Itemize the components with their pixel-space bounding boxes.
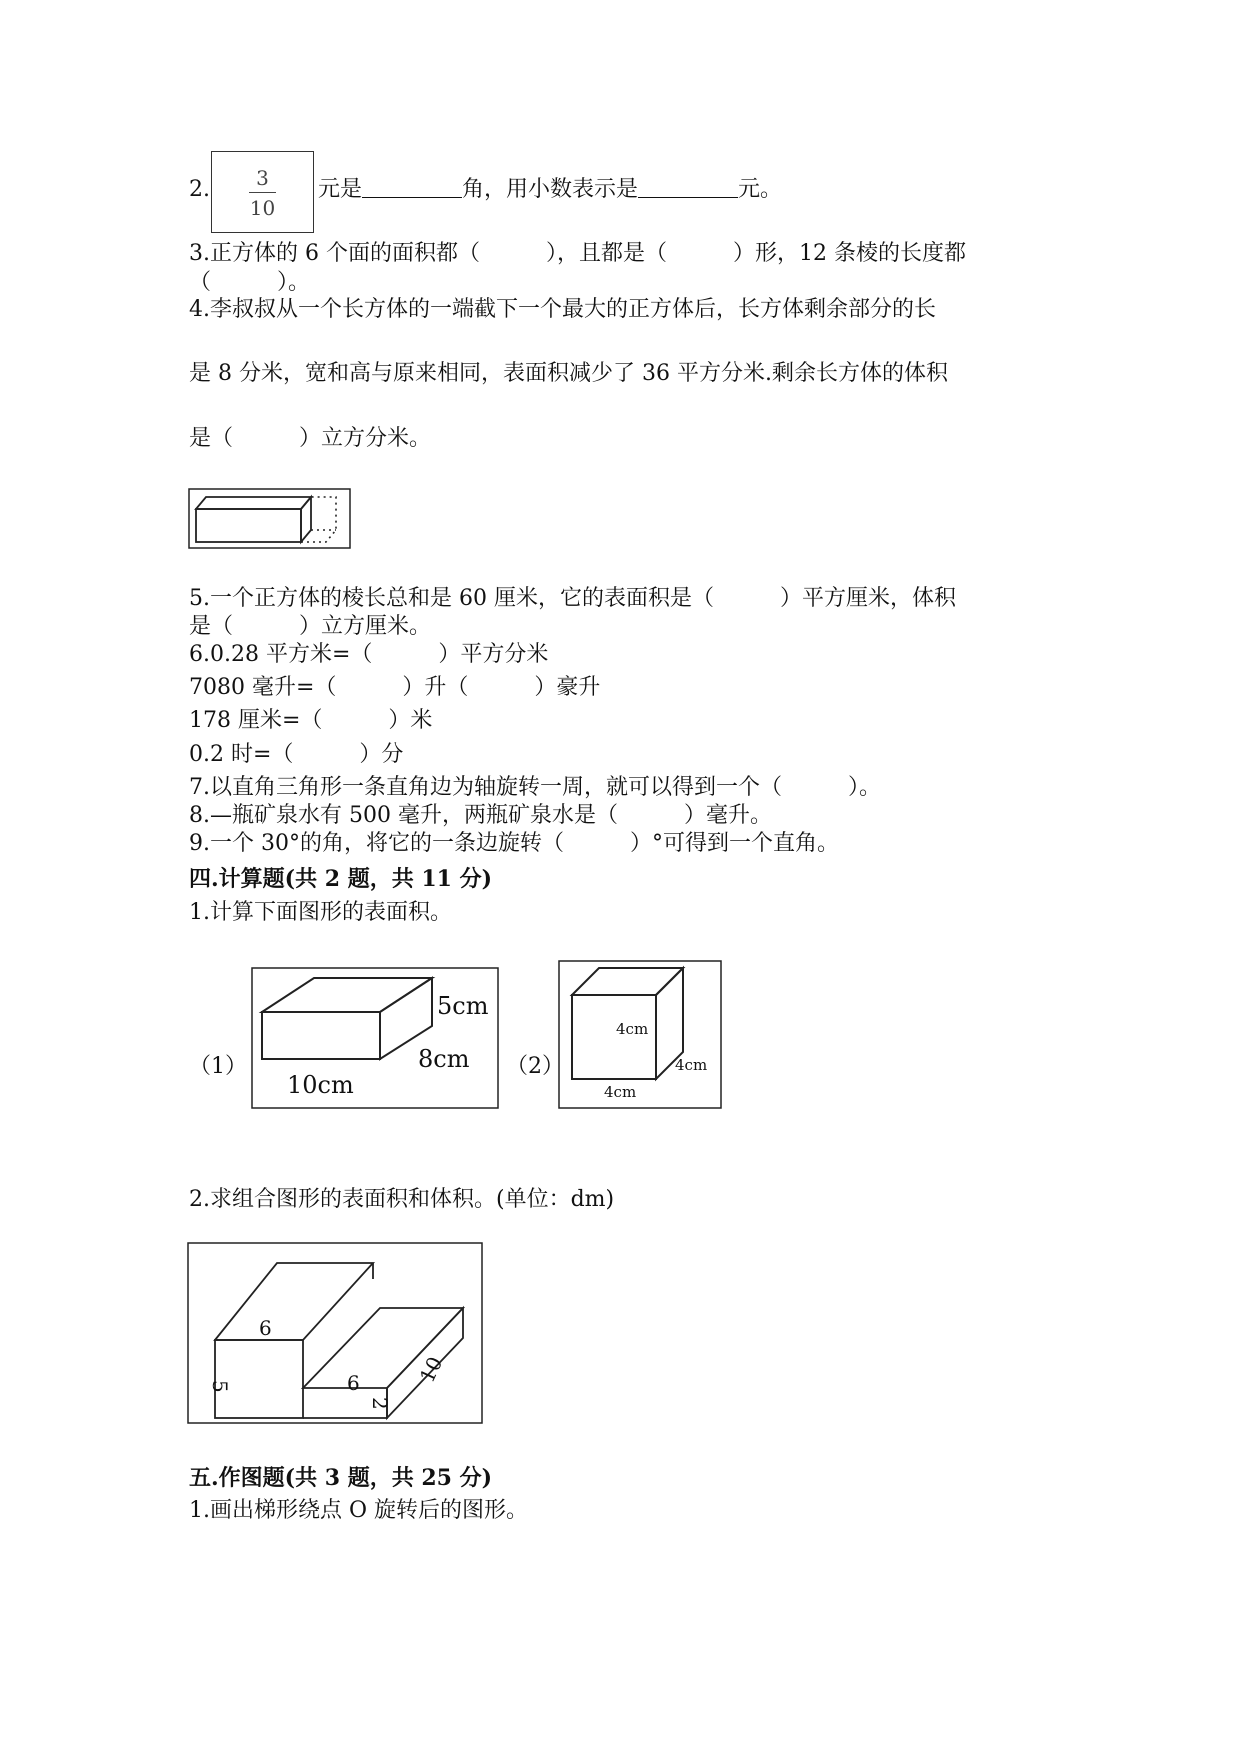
question-6-line-4: 0.2 时=（ ）分	[189, 742, 404, 767]
question-5-line-2: 是（ ）立方厘米。	[189, 614, 432, 639]
answer-blank-1[interactable]	[362, 175, 462, 198]
figure-1-height: 5cm	[437, 992, 489, 1020]
combo-left-height: 5	[208, 1380, 232, 1393]
combo-step-height: 2	[368, 1397, 392, 1410]
fraction-numerator: 3	[256, 166, 269, 190]
question-7: 7.以直角三角形一条直角边为轴旋转一周，就可以得到一个（ ）。	[189, 775, 881, 800]
figure-2-width: 4cm	[675, 1056, 708, 1074]
question-8: 8.—瓶矿泉水有 500 毫升，两瓶矿泉水是（ ）毫升。	[189, 803, 772, 828]
fraction-box	[211, 151, 314, 233]
cuboid-figure-1	[251, 967, 500, 1110]
answer-blank-2[interactable]	[638, 175, 738, 198]
question-2-number: 2.	[189, 177, 210, 202]
question-3-line-2: （ ）。	[189, 270, 311, 295]
combined-solid-figure	[187, 1242, 484, 1425]
question-2-text-c: 元。	[738, 177, 783, 202]
cuboid-cut-figure	[188, 488, 352, 550]
fraction-denominator: 10	[249, 196, 276, 220]
section-5-question-1: 1.画出梯形绕点 O 旋转后的图形。	[189, 1498, 529, 1523]
cube-figure-2	[558, 960, 723, 1110]
figure-2-height: 4cm	[616, 1020, 649, 1038]
question-2-text-a: 元是	[318, 177, 363, 202]
question-5-line-1: 5.一个正方体的棱长总和是 60 厘米，它的表面积是（ ）平方厘米，体积	[189, 586, 956, 611]
figure-1-width: 8cm	[418, 1045, 470, 1073]
combo-top-length: 6	[259, 1316, 272, 1340]
question-4-line-3: 是（ ）立方分米。	[189, 426, 432, 451]
question-3-line-1: 3.正方体的 6 个面的面积都（ ），且都是（ ）形，12 条棱的长度都	[189, 241, 966, 266]
question-6-line-2: 7080 毫升=（ ）升（ ）豪升	[189, 675, 601, 700]
question-6-line-3: 178 厘米=（ ）米	[189, 708, 433, 733]
question-2-text	[318, 175, 782, 205]
section-4-question-2: 2.求组合图形的表面积和体积。(单位：dm)	[189, 1187, 615, 1212]
section-4-question-1: 1.计算下面图形的表面积。	[189, 900, 452, 925]
figure-1-length: 10cm	[287, 1071, 354, 1099]
question-4-line-1: 4.李叔叔从一个长方体的一端截下一个最大的正方体后，长方体剩余部分的长	[189, 297, 936, 322]
figure-2-label: （2）	[506, 1054, 564, 1079]
question-2	[189, 175, 210, 205]
combo-step-length: 6	[347, 1371, 360, 1395]
section-5-title: 五.作图题(共 3 题，共 25 分)	[189, 1465, 493, 1491]
section-4-title: 四.计算题(共 2 题，共 11 分)	[189, 866, 493, 892]
combo-depth: 10	[414, 1352, 448, 1387]
fraction-bar	[249, 192, 276, 193]
figure-1-label: （1）	[189, 1054, 247, 1079]
question-6-line-1: 6.0.28 平方米=（ ）平方分米	[189, 642, 549, 667]
question-2-text-b: 角，用小数表示是	[462, 177, 639, 202]
question-4-line-2: 是 8 分米，宽和高与原来相同，表面积减少了 36 平方分米.剩余长方体的体积	[189, 361, 948, 386]
figure-2-length: 4cm	[604, 1083, 637, 1101]
question-9: 9.一个 30°的角，将它的一条边旋转（ ）°可得到一个直角。	[189, 831, 839, 856]
